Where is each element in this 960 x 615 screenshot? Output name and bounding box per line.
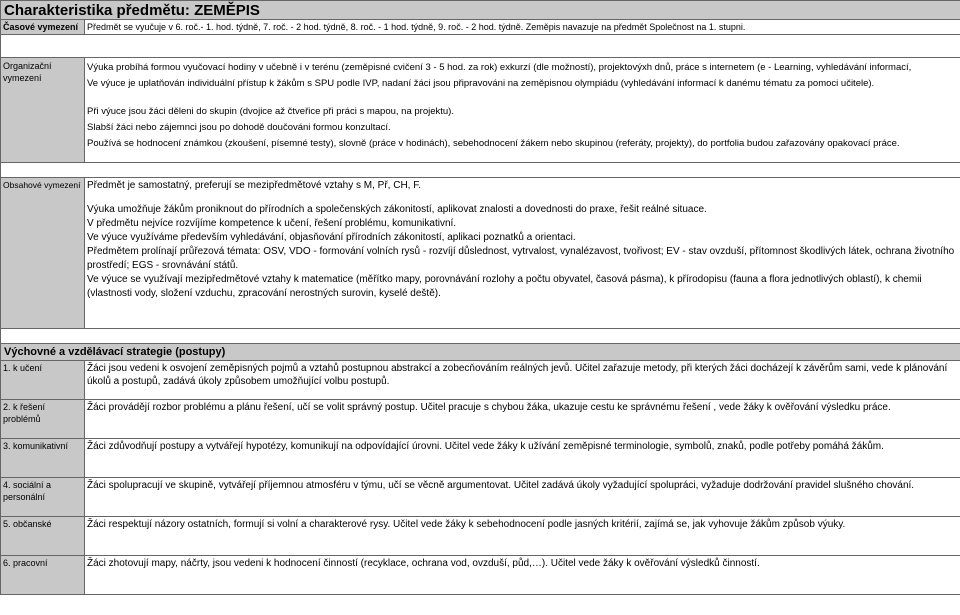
spacer-row (1, 35, 960, 58)
strategy-text: Žáci zdůvodňují postupy a vytvářejí hypotézy, komunikují na odpovídající úrovni. Učitel vede žáky k užívání zeměpisné terminologie, symbolů, znaků, podle potřeby pomáhá žákům. (87, 441, 884, 452)
time-row (1, 20, 960, 35)
content-paragraph: Výuka umožňuje žákům proniknout do přírodních a společenských zákonitostí, aplikovat znalosti a dovednosti do praxe, řešit reálné situace. (87, 204, 707, 215)
strategy-label: 6. pracovní (3, 558, 48, 568)
document-title: Charakteristika předmětu: ZEMĚPIS (4, 2, 260, 19)
content-paragraph: V předmětu nejvíce rozvíjíme kompetence k učení, řešení problému, komunikativní. (87, 218, 457, 229)
content-text (85, 178, 960, 302)
content-paragraph: Ve výuce využíváme především vyhledávání, objasňování přírodních zákonitostí, aplikaci poznatků a orientaci. (87, 232, 576, 243)
content-paragraph: Předmětem prolínají průřezová témata: OSV, VDO - formování volních rysů - rozvíjí důslednost, vytrvalost, vynalézavost, tvořivost; EV - stav ovzduší, přítomnost škodlivých látek, ochrana životního prostředí; EGS - srovnávání států. (87, 246, 955, 271)
spacer-row (1, 163, 960, 178)
strategy-label: 2. k řešení problémů (3, 402, 46, 424)
strategy-label: 5. občanské (3, 519, 52, 529)
strategy-text: Žáci respektují názory ostatních, formují si volní a charakterové rysy. Učitel vede žáky k sebehodnocení podle jasných kritérií, zajímá se, jak vyhovuje žákům způsob výuky. (87, 519, 846, 530)
spacer-row (1, 329, 960, 344)
time-text: Předmět se vyučuje v 6. roč.- 1. hod. týdně, 7. roč. - 2 hod. týdně, 8. roč. - 1 hod. týdně, 9. roč. - 2 hod. týdně. Zeměpis navazuje na předmět Společnost na 1. stupni. (87, 22, 746, 32)
org-paragraph: Při výuce jsou žáci děleni do skupin (dvojice až čtveřice při práci s mapou, na projektu). (87, 106, 454, 117)
content-row (1, 178, 960, 329)
organization-row (1, 58, 960, 163)
strategy-text: Žáci provádějí rozbor problému a plánu řešení, učí se volit správný postup. Učitel pracuje s chybou žáka, ukazuje cestu ke správnému řešení , vede žáky k ověřování výsledku práce. (87, 402, 891, 413)
content-label: Obsahové vymezení (3, 180, 81, 190)
content-paragraph: Předmět je samostatný, preferují se mezipředmětové vztahy s M, Př, CH, F. (87, 180, 422, 191)
strategy-row (1, 556, 960, 595)
strategy-row (1, 517, 960, 556)
title-row (1, 1, 960, 20)
strategy-row (1, 478, 960, 517)
content-paragraph: Ve výuce se využívají mezipředmětové vztahy k matematice (měřítko mapy, porovnávání rozlohy a počtu obyvatel, časová pásma), k přírodopisu (fauna a flora jednotlivých oblastí), k chemii (vlastnosti vody, složení vzduchu, zpracování nerostných surovin, kyselé deště). (87, 274, 922, 299)
organization-content (85, 58, 960, 153)
strategy-heading: Výchovné a vzdělávací strategie (postupy) (4, 346, 226, 358)
org-paragraph: Ve výuce je uplatňován individuální přístup k žákům s SPU podle IVP, nadaní žáci jsou připravováni na zeměpisnou olympiádu (vyhledávání informací k danému tématu za pomoci učitele). (87, 78, 875, 89)
strategy-label: 1. k učení (3, 363, 43, 373)
time-label: Časové vymezení (3, 22, 79, 32)
strategy-text: Žáci jsou vedeni k osvojení zeměpisných pojmů a vztahů postupnou abstrakcí a zobecňováním reálných jevů. Učitel zařazuje metody, při kterých žáci docházejí k závěrům sami, vede k plánování úkolů a postupů, zadává úkoly způsobem umožňující volbu postupů. (87, 363, 948, 387)
org-paragraph: Výuka probíhá formou vyučovací hodiny v učebně i v terénu (zeměpisné cvičení 3 - 5 hod. za rok) exkurzí (dle možností), projektovýxh dnů, práce s internetem (e - Learning, vyhledávání informací, (87, 62, 912, 73)
strategy-label: 4. sociální a personální (3, 480, 52, 502)
strategy-text: Žáci zhotovují mapy, náčrty, jsou vedeni k hodnocení činností (recyklace, ochrana vod, ovzduší, půd,…). Učitel vede žáky k ověřování výsledků činností. (87, 558, 760, 569)
strategy-heading-row (1, 344, 960, 361)
strategy-row (1, 439, 960, 478)
org-paragraph: Používá se hodnocení známkou (zkoušení, písemné testy), slovně (práce v hodinách), sebehodnocení žákem nebo skupinou (referáty, projekty), do portfolia budou zařazovány opakovací práce. (87, 138, 900, 149)
strategy-row (1, 400, 960, 439)
strategy-text: Žáci spolupracují ve skupině, vytvářejí příjemnou atmosféru v týmu, učí se věcně argumentovat. Učitel zadává úkoly vyžadující spolupráci, vyžaduje dodržování pravidel slušného chování. (87, 480, 915, 491)
strategy-label: 3. komunikativní (3, 441, 69, 451)
organization-label: Organizační vymezení (3, 61, 52, 83)
strategy-row (1, 361, 960, 400)
org-paragraph: Slabší žáci nebo zájemnci jsou po dohodě doučováni formou konzultací. (87, 122, 391, 133)
